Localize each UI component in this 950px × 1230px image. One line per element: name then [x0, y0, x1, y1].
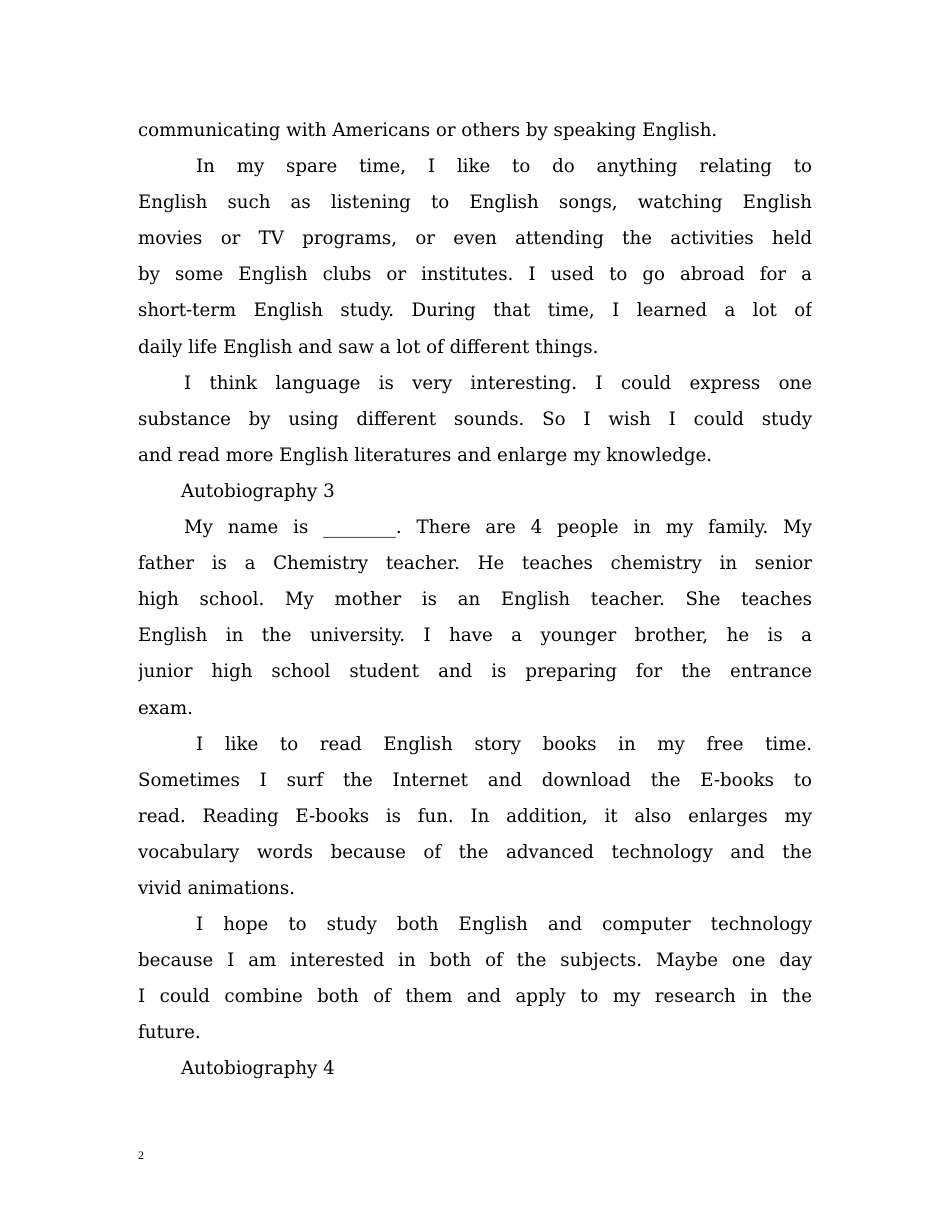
text-line: read. Reading E-books is fun. In addition, it also enlarges my [138, 805, 812, 827]
section-heading: Autobiography 3 [181, 480, 335, 502]
section-heading: Autobiography 4 [181, 1058, 335, 1080]
document-page [138, 113, 812, 1088]
text-line: exam. [138, 697, 193, 719]
text-line: because I am interested in both of the subjects. Maybe one day [138, 950, 812, 972]
text-line: short-term English study. During that time, I learned a lot of [138, 300, 812, 322]
text-line: by some English clubs or institutes. I used to go abroad for a [138, 264, 812, 286]
text-line: English such as listening to English songs, watching English [138, 192, 812, 214]
text-line: future. [138, 1022, 201, 1044]
text-line: My name is ________. There are 4 people in my family. My [184, 517, 812, 539]
text-line: I could combine both of them and apply to my research in the [138, 986, 812, 1008]
text-line: Sometimes I surf the Internet and download the E-books to [138, 769, 812, 791]
text-line: junior high school student and is preparing for the entrance [138, 661, 812, 683]
text-line: daily life English and saw a lot of different things. [138, 336, 599, 358]
text-line: English in the university. I have a younger brother, he is a [138, 625, 812, 647]
text-line: father is a Chemistry teacher. He teaches chemistry in senior [138, 553, 812, 575]
page-number: 2 [138, 1148, 144, 1162]
text-line: I like to read English story books in my free time. [196, 733, 812, 755]
text-line: In my spare time, I like to do anything relating to [196, 156, 812, 178]
text-line: communicating with Americans or others by speaking English. [138, 120, 718, 141]
text-line: I think language is very interesting. I could express one [184, 372, 812, 394]
text-line: movies or TV programs, or even attending the activities held [138, 228, 812, 250]
text-line: vivid animations. [138, 877, 295, 899]
text-line: and read more English literatures and enlarge my knowledge. [138, 444, 713, 466]
text-line: substance by using different sounds. So I wish I could study [138, 408, 812, 430]
text-line: I hope to study both English and computer technology [196, 914, 812, 936]
text-line: high school. My mother is an English teacher. She teaches [138, 589, 812, 611]
text-line: vocabulary words because of the advanced technology and the [138, 841, 812, 863]
